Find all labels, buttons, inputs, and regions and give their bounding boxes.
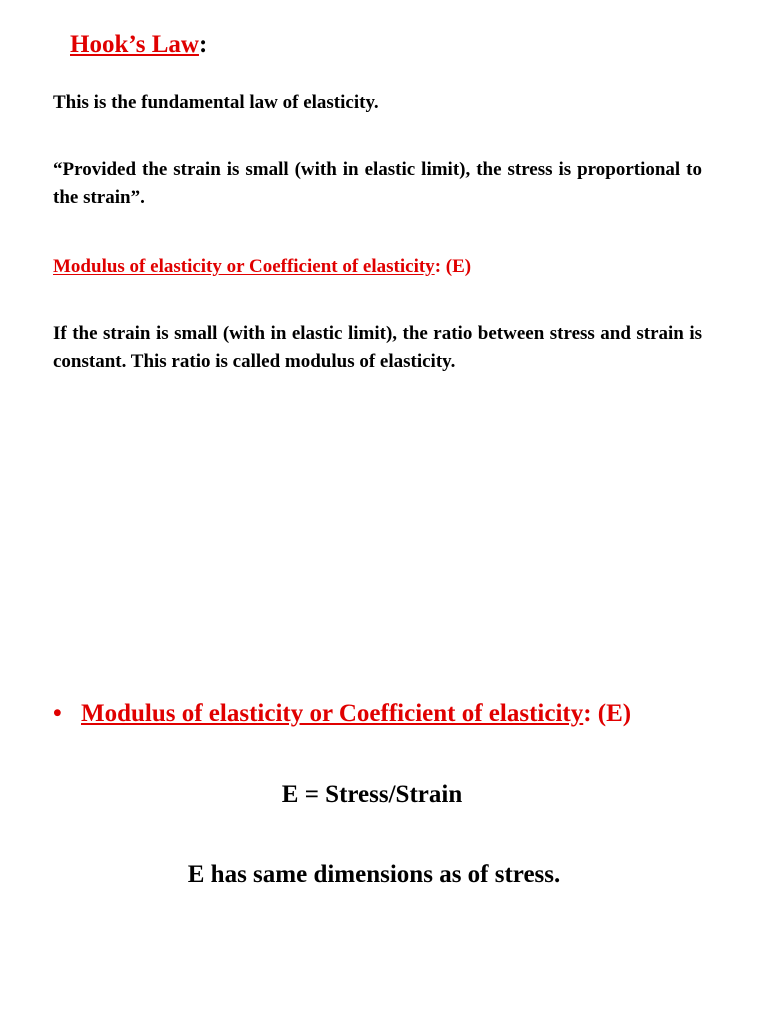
title-text: Hook’s Law (70, 31, 199, 58)
title-colon: : (198, 31, 208, 58)
fundamental-law-text: This is the fundamental law of elasticity. (53, 92, 379, 113)
modulus-bullet-suffix: : (E) (583, 700, 632, 727)
dimensions-note: E has same dimensions as of stress. (187, 861, 561, 888)
modulus-definition-text: If the strain is small (with in elastic limit), the ratio between stress and strain is constant. This ratio is called modulus of elasticity. (53, 323, 702, 372)
modulus-bullet (53, 698, 631, 730)
page-title (70, 30, 207, 60)
modulus-subheading-suffix: : (E) (434, 256, 472, 277)
modulus-bullet-label: Modulus of elasticity or Coefficient of elasticity (81, 700, 584, 727)
modulus-subheading (53, 253, 702, 281)
modulus-subheading-label: Modulus of elasticity or Coefficient of elasticity (53, 256, 435, 277)
bullet-marker: • (53, 700, 62, 727)
modulus-formula: E = Stress/Strain (281, 781, 463, 808)
hooke-quote-text: “Provided the strain is small (with in elastic limit), the stress is proportional to the strain”. (53, 159, 702, 208)
